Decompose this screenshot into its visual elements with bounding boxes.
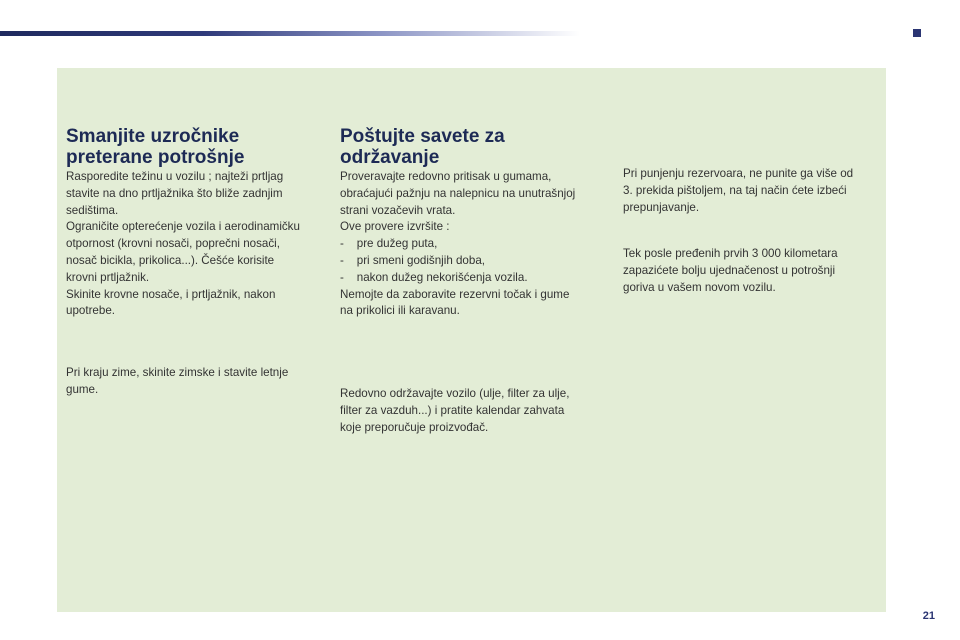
text-line: Pri punjenju rezervoara, ne punite ga više od xyxy=(623,167,854,180)
heading-line: Smanjite uzročnike xyxy=(66,126,240,147)
text-line: Ograničite opterećenje vozila i aerodinamičku xyxy=(66,220,300,234)
text-line: sedištima. xyxy=(66,203,119,217)
heading-reduce-consumption xyxy=(66,126,328,168)
text-line: otpornost (krovni nosači, poprečni nosači, xyxy=(66,237,280,251)
text-line: upotrebe. xyxy=(66,304,115,318)
text-line: 3. prekida pištoljem, na taj način ćete izbeći xyxy=(623,183,847,197)
text-line: goriva u vašem novom vozilu. xyxy=(623,280,776,294)
text-line: Ove provere izvršite : xyxy=(340,220,450,234)
text-line: Skinite krovne nosače, i prtljažnik, nakon xyxy=(66,287,276,301)
text-line: obraćajući pažnju na nalepnicu na unutrašnjoj xyxy=(340,186,576,200)
section2-paragraph-service xyxy=(340,386,602,436)
section2-paragraph-pressure xyxy=(340,169,602,320)
list-item: - pre dužeg puta, xyxy=(340,237,438,251)
text-line: gume. xyxy=(66,382,99,396)
list-item: - pri smeni godišnjih doba, xyxy=(340,253,485,267)
section1-paragraph-load xyxy=(66,169,328,320)
list-item: - nakon dužeg nekorišćenja vozila. xyxy=(340,270,528,284)
section3-paragraph-refuel xyxy=(623,166,885,216)
header-square-marker xyxy=(913,29,921,37)
section1-paragraph-tires xyxy=(66,365,328,399)
text-line: nosač bicikla, prikolica...). Češće korisite xyxy=(66,253,275,267)
heading-line: održavanje xyxy=(340,147,440,168)
text-line: Proveravajte redovno pritisak u gumama, xyxy=(340,170,552,183)
heading-line: Poštujte savete za xyxy=(340,126,505,147)
header-gradient-bar xyxy=(0,31,580,36)
text-line: strani vozačevih vrata. xyxy=(340,203,456,217)
text-line: zapazićete bolju ujednačenost u potrošnji xyxy=(623,263,836,277)
text-line: krovni prtljažnik. xyxy=(66,270,150,284)
heading-line: preterane potrošnje xyxy=(66,147,245,168)
page-number: 21 xyxy=(922,610,935,622)
text-line: Nemojte da zaboravite rezervni točak i gume xyxy=(340,287,570,301)
text-line: koje preporučuje proizvođač. xyxy=(340,420,489,434)
heading-maintenance-advice xyxy=(340,126,602,168)
text-line: filter za vazduh...) i pratite kalendar zahvata xyxy=(340,403,565,417)
text-line: Redovno održavajte vozilo (ulje, filter za ulje, xyxy=(340,387,570,400)
text-line: prepunjavanje. xyxy=(623,200,700,214)
text-line: Tek posle pređenih prvih 3 000 kilometara xyxy=(623,247,838,260)
text-line: stavite na dno prtljažnika što bliže zadnjim xyxy=(66,186,283,200)
text-line: Rasporedite težinu u vozilu ; najteži prtljag xyxy=(66,170,284,183)
section3-paragraph-break-in xyxy=(623,246,885,296)
text-line: Pri kraju zime, skinite zimske i stavite letnje xyxy=(66,366,289,379)
text-line: na prikolici ili karavanu. xyxy=(340,304,460,318)
